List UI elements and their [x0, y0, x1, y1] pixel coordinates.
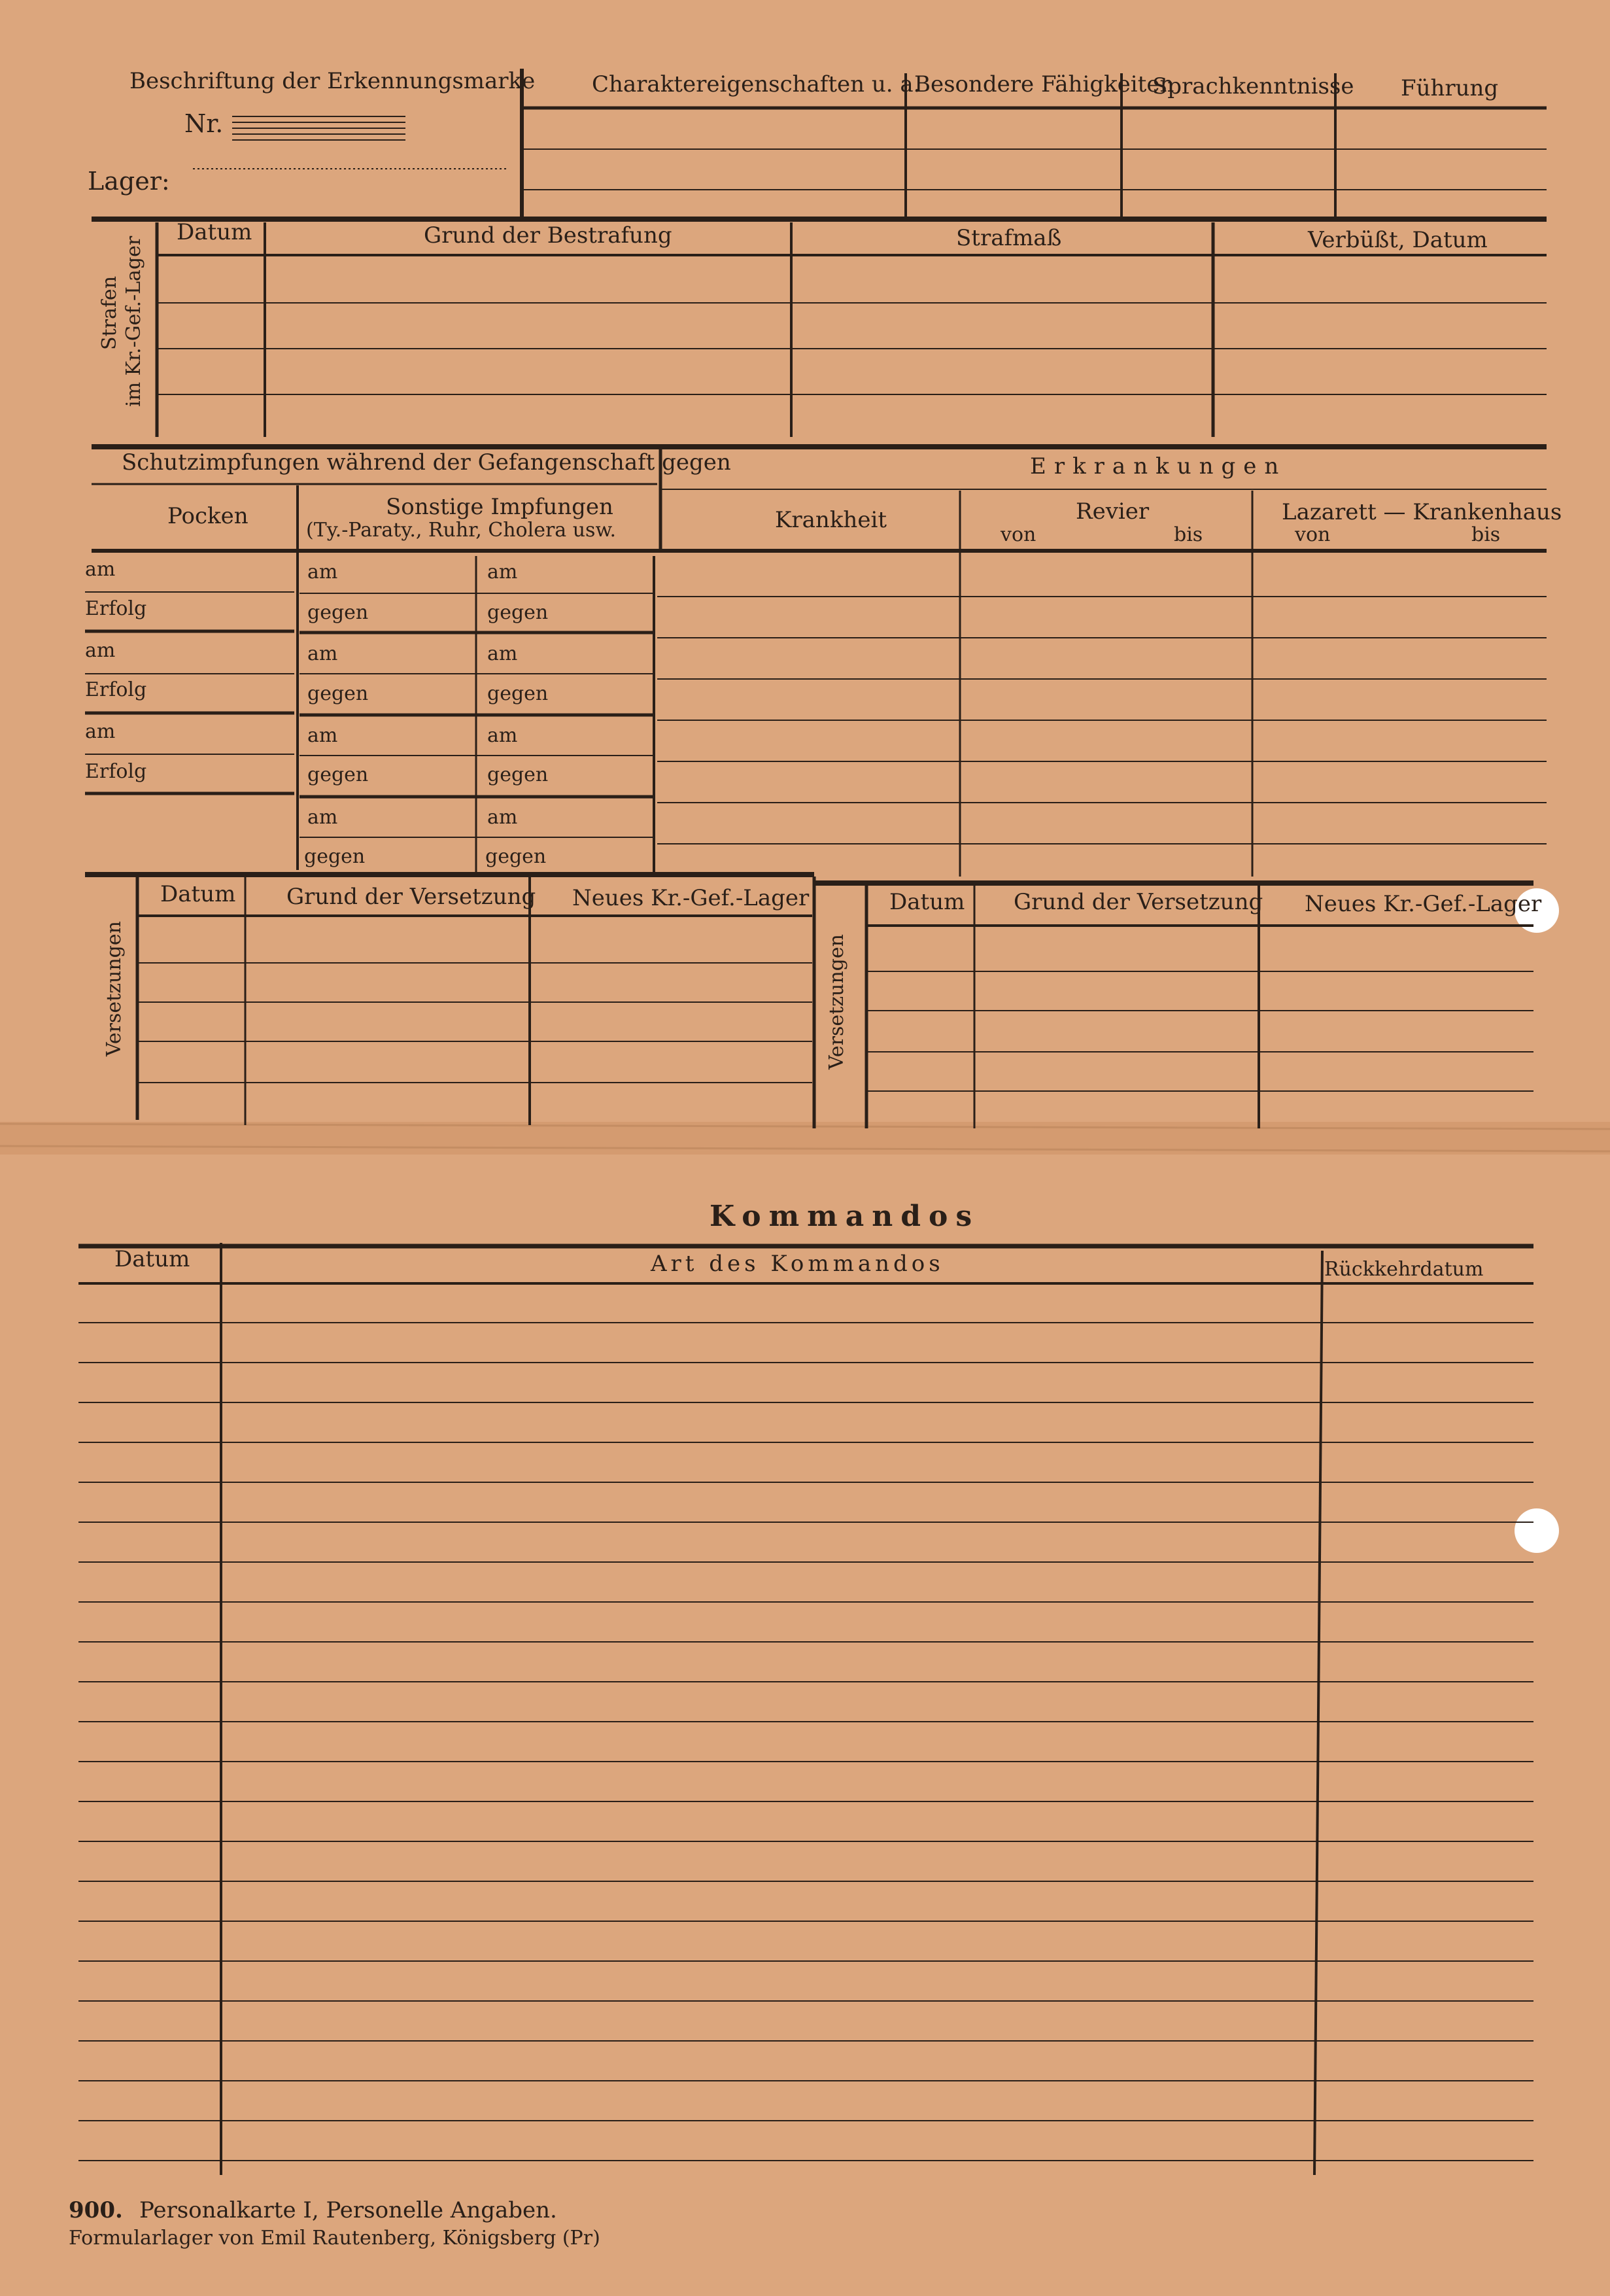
impfung-left-label: gegen — [307, 601, 369, 624]
sonstige-header-line2: (Ty.-Paraty., Ruhr, Cholera usw. — [306, 519, 617, 542]
pocken-row-label: am — [85, 720, 116, 743]
versetzung-neues-header-left: Neues Kr.-Gef.-Lager — [572, 885, 810, 911]
form-name: Personalkarte I, Personelle Angaben. — [139, 2197, 557, 2223]
pocken-header: Pocken — [167, 503, 248, 529]
pocken-row-label: Erfolg — [85, 760, 147, 783]
charakter-header: Charaktereigenschaften u. a. — [592, 71, 921, 97]
revier-header: Revier — [1076, 498, 1150, 525]
erkrankungen-title: Erkrankungen — [1030, 453, 1287, 479]
kommandos-title: Kommandos — [710, 1200, 980, 1233]
rueckkehrdatum-header: Rückkehrdatum — [1324, 1258, 1484, 1281]
impfung-left-label: gegen — [307, 763, 369, 786]
sonstige-header-line1: Sonstige Impfungen — [386, 494, 613, 520]
verbuesst-header: Verbüßt, Datum — [1308, 227, 1488, 253]
impfung-left-label: am — [307, 806, 338, 829]
lazarett-bis-label: bis — [1471, 523, 1501, 546]
impfung-right-label: am — [487, 806, 518, 829]
pocken-row-label: Erfolg — [85, 597, 147, 620]
strafen-datum-header: Datum — [177, 219, 252, 245]
impfung-right-label: gegen — [487, 763, 549, 786]
printer-line: Formularlager von Emil Rautenberg, Königsberg (Pr) — [69, 2227, 600, 2250]
impfungen-title: Schutzimpfungen während der Gefangenschaft gegen — [122, 449, 731, 476]
pocken-row-label: am — [85, 639, 116, 662]
impfung-right-label: am — [487, 724, 518, 747]
versetzung-datum-header-right: Datum — [889, 889, 965, 915]
versetzung-grund-header-left: Grund der Versetzung — [286, 884, 536, 910]
strafmass-header: Strafmaß — [956, 225, 1062, 251]
revier-von-label: von — [1001, 523, 1036, 546]
versetzung-datum-header-left: Datum — [160, 881, 236, 907]
lager-label: Lager: — [88, 167, 170, 196]
pocken-row-label: am — [85, 558, 116, 581]
impfung-right-label: gegen — [487, 682, 549, 705]
erkennungsmarke-heading: Beschriftung der Erkennungsmarke — [129, 68, 536, 94]
lazarett-von-label: von — [1295, 523, 1331, 546]
versetzungen-side-label-left: Versetzungen — [103, 921, 126, 1056]
grund-bestrafung-header: Grund der Bestrafung — [424, 222, 672, 249]
impfung-left-label: gegen — [304, 845, 366, 868]
impfung-left-label: am — [307, 561, 338, 583]
impfung-right-label: gegen — [485, 845, 547, 868]
versetzung-grund-header-right: Grund der Versetzung — [1014, 889, 1263, 915]
kommandos-art-header: Art des Kommandos — [651, 1251, 944, 1277]
fuehrung-header: Führung — [1401, 75, 1499, 101]
impfung-left-label: gegen — [307, 682, 369, 705]
revier-bis-label: bis — [1174, 523, 1203, 546]
lazarett-header: Lazarett — Krankenhaus — [1282, 499, 1562, 525]
punch-hole-bottom — [1515, 1508, 1559, 1553]
impfung-right-label: am — [487, 642, 518, 665]
impfung-right-label: am — [487, 561, 518, 583]
strafen-side-label-2: im Kr.-Gef.-Lager — [122, 235, 145, 407]
versetzungen-side-label-right: Versetzungen — [825, 934, 848, 1070]
krankheit-header: Krankheit — [775, 507, 887, 533]
nr-label: Nr. — [184, 109, 224, 138]
versetzung-neues-header-right: Neues Kr.-Gef.-Lager — [1305, 891, 1542, 917]
kommandos-datum-header: Datum — [114, 1246, 190, 1272]
impfung-right-label: gegen — [487, 601, 549, 624]
form-number: 900. — [69, 2197, 123, 2223]
impfung-left-label: am — [307, 724, 338, 747]
strafen-side-label-1: Strafen — [98, 275, 121, 350]
impfung-left-label: am — [307, 642, 338, 665]
sprachkenntnisse-header: Sprachkenntnisse — [1152, 73, 1354, 99]
pocken-row-label: Erfolg — [85, 678, 147, 701]
faehigkeiten-header: Besondere Fähigkeiten — [914, 71, 1174, 97]
